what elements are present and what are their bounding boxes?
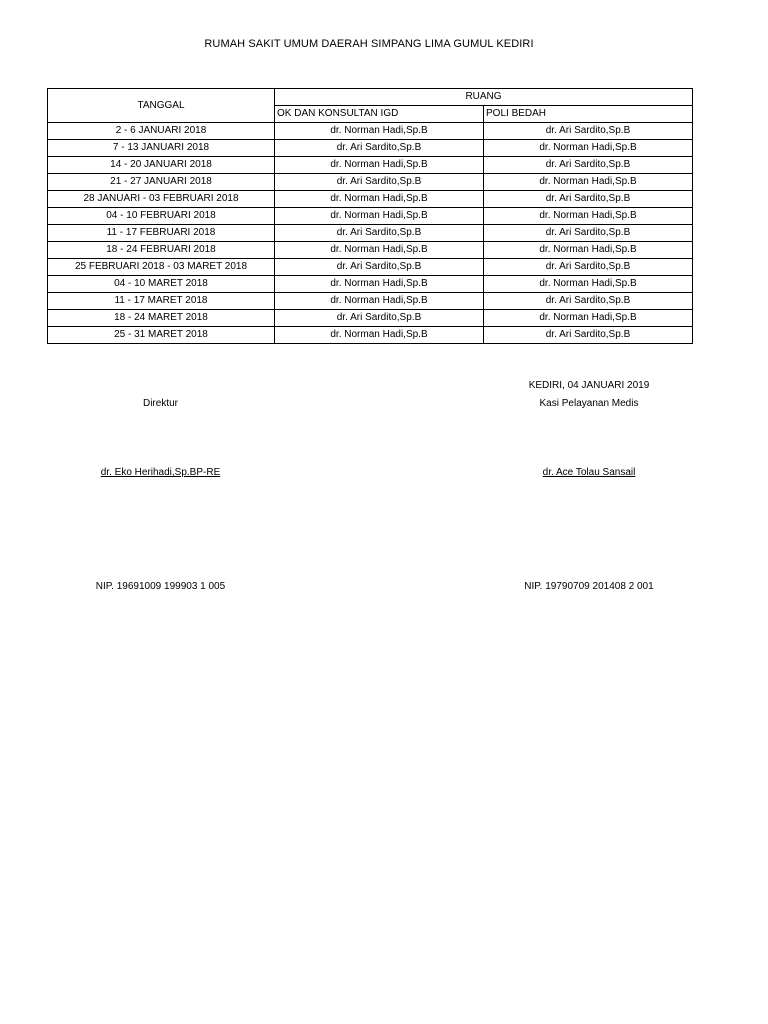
table-row xyxy=(48,157,693,174)
table-row xyxy=(48,140,693,157)
cell-tanggal: 21 - 27 JANUARI 2018 xyxy=(48,174,275,191)
cell-poli-bedah: dr. Ari Sardito,Sp.B xyxy=(484,259,693,276)
cell-tanggal: 04 - 10 FEBRUARI 2018 xyxy=(48,208,275,225)
cell-tanggal: 11 - 17 FEBRUARI 2018 xyxy=(48,225,275,242)
cell-poli-bedah: dr. Norman Hadi,Sp.B xyxy=(484,208,693,225)
right-signatory-name: dr. Ace Tolau Sansail xyxy=(542,467,636,478)
right-signatory-nip: NIP. 19790709 201408 2 001 xyxy=(524,581,654,592)
cell-tanggal: 25 FEBRUARI 2018 - 03 MARET 2018 xyxy=(48,259,275,276)
cell-poli-bedah: dr. Ari Sardito,Sp.B xyxy=(484,293,693,310)
table-row xyxy=(48,259,693,276)
cell-tanggal: 2 - 6 JANUARI 2018 xyxy=(48,123,275,140)
place-date: KEDIRI, 04 JANUARI 2019 xyxy=(528,380,650,391)
cell-poli-bedah: dr. Ari Sardito,Sp.B xyxy=(484,225,693,242)
cell-ok-igd: dr. Ari Sardito,Sp.B xyxy=(275,225,484,242)
cell-poli-bedah: dr. Norman Hadi,Sp.B xyxy=(484,174,693,191)
column-header-ruang: RUANG xyxy=(275,89,693,106)
cell-tanggal: 04 - 10 MARET 2018 xyxy=(48,276,275,293)
table-row xyxy=(48,310,693,327)
cell-ok-igd: dr. Ari Sardito,Sp.B xyxy=(275,259,484,276)
cell-ok-igd: dr. Norman Hadi,Sp.B xyxy=(275,293,484,310)
schedule-table xyxy=(47,88,693,344)
right-signatory-role: Kasi Pelayanan Medis xyxy=(539,398,639,409)
cell-poli-bedah: dr. Ari Sardito,Sp.B xyxy=(484,191,693,208)
cell-tanggal: 18 - 24 MARET 2018 xyxy=(48,310,275,327)
cell-tanggal: 28 JANUARI - 03 FEBRUARI 2018 xyxy=(48,191,275,208)
cell-tanggal: 18 - 24 FEBRUARI 2018 xyxy=(48,242,275,259)
column-header-ok-igd: OK DAN KONSULTAN IGD xyxy=(275,106,484,123)
cell-ok-igd: dr. Norman Hadi,Sp.B xyxy=(275,191,484,208)
cell-poli-bedah: dr. Norman Hadi,Sp.B xyxy=(484,276,693,293)
table-row xyxy=(48,293,693,310)
table-row xyxy=(48,327,693,344)
cell-poli-bedah: dr. Norman Hadi,Sp.B xyxy=(484,310,693,327)
cell-tanggal: 14 - 20 JANUARI 2018 xyxy=(48,157,275,174)
cell-tanggal: 11 - 17 MARET 2018 xyxy=(48,293,275,310)
left-signatory-role: Direktur xyxy=(142,398,178,409)
table-row xyxy=(48,174,693,191)
cell-poli-bedah: dr. Ari Sardito,Sp.B xyxy=(484,327,693,344)
cell-poli-bedah: dr. Norman Hadi,Sp.B xyxy=(484,242,693,259)
cell-ok-igd: dr. Norman Hadi,Sp.B xyxy=(275,327,484,344)
cell-poli-bedah: dr. Norman Hadi,Sp.B xyxy=(484,140,693,157)
left-signatory-name: dr. Eko Herihadi,Sp.BP-RE xyxy=(100,467,221,478)
column-header-poli-bedah: POLI BEDAH xyxy=(484,106,693,123)
document-title: RUMAH SAKIT UMUM DAERAH SIMPANG LIMA GUMUL KEDIRI xyxy=(204,38,534,50)
table-row xyxy=(48,123,693,140)
table-row xyxy=(48,208,693,225)
cell-tanggal: 7 - 13 JANUARI 2018 xyxy=(48,140,275,157)
table-row xyxy=(48,225,693,242)
cell-ok-igd: dr. Ari Sardito,Sp.B xyxy=(275,310,484,327)
cell-ok-igd: dr. Norman Hadi,Sp.B xyxy=(275,276,484,293)
cell-tanggal: 25 - 31 MARET 2018 xyxy=(48,327,275,344)
cell-ok-igd: dr. Norman Hadi,Sp.B xyxy=(275,242,484,259)
table-row xyxy=(48,242,693,259)
cell-poli-bedah: dr. Ari Sardito,Sp.B xyxy=(484,157,693,174)
cell-ok-igd: dr. Ari Sardito,Sp.B xyxy=(275,140,484,157)
cell-ok-igd: dr. Norman Hadi,Sp.B xyxy=(275,123,484,140)
cell-poli-bedah: dr. Ari Sardito,Sp.B xyxy=(484,123,693,140)
schedule-body xyxy=(48,123,693,344)
cell-ok-igd: dr. Norman Hadi,Sp.B xyxy=(275,208,484,225)
table-row xyxy=(48,276,693,293)
cell-ok-igd: dr. Norman Hadi,Sp.B xyxy=(275,157,484,174)
column-header-tanggal: TANGGAL xyxy=(48,89,275,123)
table-row xyxy=(48,191,693,208)
left-signatory-nip: NIP. 19691009 199903 1 005 xyxy=(95,581,226,592)
cell-ok-igd: dr. Ari Sardito,Sp.B xyxy=(275,174,484,191)
